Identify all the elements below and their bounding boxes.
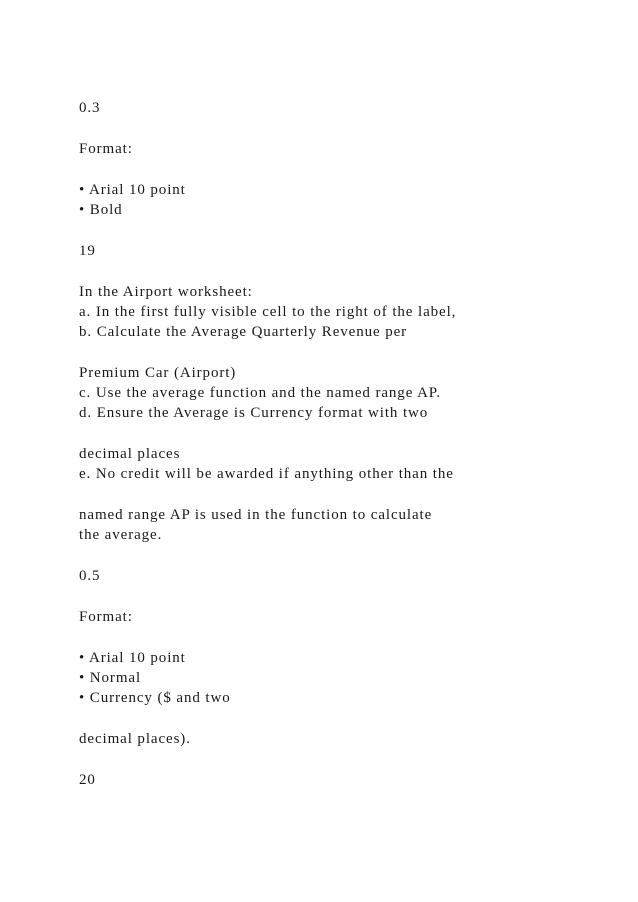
instruction-e: e. No credit will be awarded if anything other than the	[79, 466, 454, 482]
format-bullet-currency-cont: decimal places).	[79, 731, 191, 747]
instruction-b-cont: Premium Car (Airport)	[79, 365, 237, 381]
instruction-a: a. In the first fully visible cell to the right of the label,	[79, 304, 457, 320]
step-number: 20	[79, 772, 96, 788]
instruction-d: d. Ensure the Average is Currency format with two	[79, 405, 429, 421]
instruction-d-cont: decimal places	[79, 446, 181, 462]
instruction-e-cont2: the average.	[79, 527, 163, 543]
format-heading: Format:	[79, 609, 133, 625]
instruction-c: c. Use the average function and the named range AP.	[79, 385, 442, 401]
step-number: 19	[79, 243, 96, 259]
points-value: 0.5	[79, 568, 101, 584]
format-bullet-font: • Arial 10 point	[79, 650, 186, 666]
instruction-b: b. Calculate the Average Quarterly Revenue per	[79, 324, 408, 340]
points-value: 0.3	[79, 100, 101, 116]
format-bullet-weight: • Normal	[79, 670, 142, 686]
format-bullet-weight: • Bold	[79, 202, 123, 218]
format-heading: Format:	[79, 141, 133, 157]
format-bullet-currency: • Currency ($ and two	[79, 690, 231, 706]
format-bullet-font: • Arial 10 point	[79, 182, 186, 198]
instruction-intro: In the Airport worksheet:	[79, 284, 253, 300]
instruction-e-cont: named range AP is used in the function to calculate	[79, 507, 433, 523]
